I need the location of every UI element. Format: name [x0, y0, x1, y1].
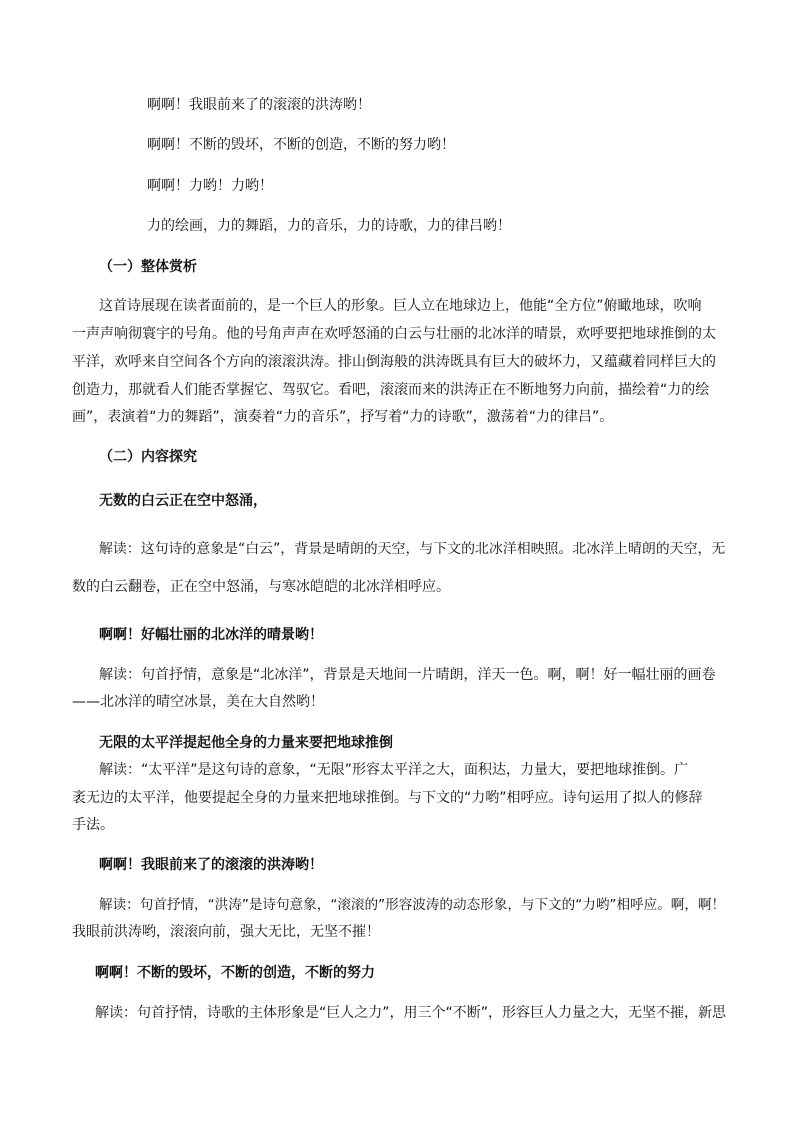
verse-line: 啊啊！我眼前来了的滚滚的洪涛哟！	[99, 857, 323, 873]
commentary-line: ——北冰洋的晴空冰景，美在大自然哟！	[72, 694, 324, 710]
commentary-line: 解读：句首抒情，“洪涛”是诗句意象，“滚滚的”形容波涛的动态形象，与下文的“力哟”相呼应。啊，啊！	[99, 897, 726, 913]
section1-line: 一声声响彻寰宇的号角。他的号角声声在欢呼怒涌的白云与壮丽的北冰洋的晴景，欢呼要把地球推倒的太	[72, 326, 716, 342]
poem-line-2: 啊啊！不断的毁坏，不断的创造，不断的努力哟！	[147, 137, 455, 153]
section1-line: 画”，表演着“力的舞蹈”，演奏着“力的音乐”，抒写着“力的诗歌”，激荡着“力的律吕”。	[72, 409, 614, 425]
commentary-line: 我眼前洪涛哟，滚滚向前，强大无比，无坚不摧！	[72, 924, 380, 940]
section2-heading: （二）内容探究	[99, 449, 197, 465]
poem-line-4: 力的绘画，力的舞蹈，力的音乐，力的诗歌，力的律吕哟！	[147, 218, 511, 234]
poem-line-1: 啊啊！我眼前来了的滚滚的洪涛哟！	[147, 97, 371, 113]
commentary-line: 解读：“太平洋”是这句诗的意象，“无限”形容太平洋之大，面积达，力量大，要把地球推倒。广	[99, 762, 689, 778]
commentary-line: 解读：句首抒情，诗歌的主体形象是“巨人之力”，用三个“不断”，形容巨人力量之大，无坚不摧，新思	[95, 1005, 727, 1021]
commentary-line: 解读：句首抒情，意象是“北冰洋”，背景是天地间一片晴朗，洋天一色。啊，啊！好一幅壮丽的画卷	[99, 667, 716, 683]
verse-line: 无数的白云正在空中怒涌，	[99, 493, 267, 509]
commentary-line: 手法。	[72, 817, 114, 833]
commentary-line: 袤无边的太平洋，他要提起全身的力量来把地球推倒。与下文的“力哟”相呼应。诗句运用了拟人的修辞	[72, 790, 703, 806]
verse-line: 啊啊！好幅壮丽的北冰洋的晴景哟！	[99, 627, 323, 643]
verse-line: 无限的太平洋提起他全身的力量来要把地球推倒	[99, 735, 393, 751]
verse-line: 啊啊！不断的毁坏，不断的创造，不断的努力	[95, 965, 375, 981]
commentary-line: 解读：这句诗的意象是“白云”，背景是晴朗的天空，与下文的北冰洋相映照。北冰洋上晴朗的天空，无	[99, 541, 726, 557]
poem-line-3: 啊啊！力哟！力哟！	[147, 178, 273, 194]
commentary-line: 数的白云翻卷，正在空中怒涌，与寒冰皑皑的北冰洋相呼应。	[72, 579, 450, 595]
section1-heading: （一）整体赏析	[99, 259, 197, 275]
section1-line: 平洋，欢呼来自空间各个方向的滚滚洪涛。排山倒海般的洪涛既具有巨大的破坏力，又蕴藏着同样巨大的	[72, 354, 716, 370]
section1-line: 创造力，那就看人们能否掌握它、驾驭它。看吧，滚滚而来的洪涛正在不断地努力向前，描绘着“力的绘	[72, 382, 710, 398]
section1-line: 这首诗展现在读者面前的，是一个巨人的形象。巨人立在地球边上，他能“全方位”俯瞰地球，吹响	[99, 298, 702, 314]
